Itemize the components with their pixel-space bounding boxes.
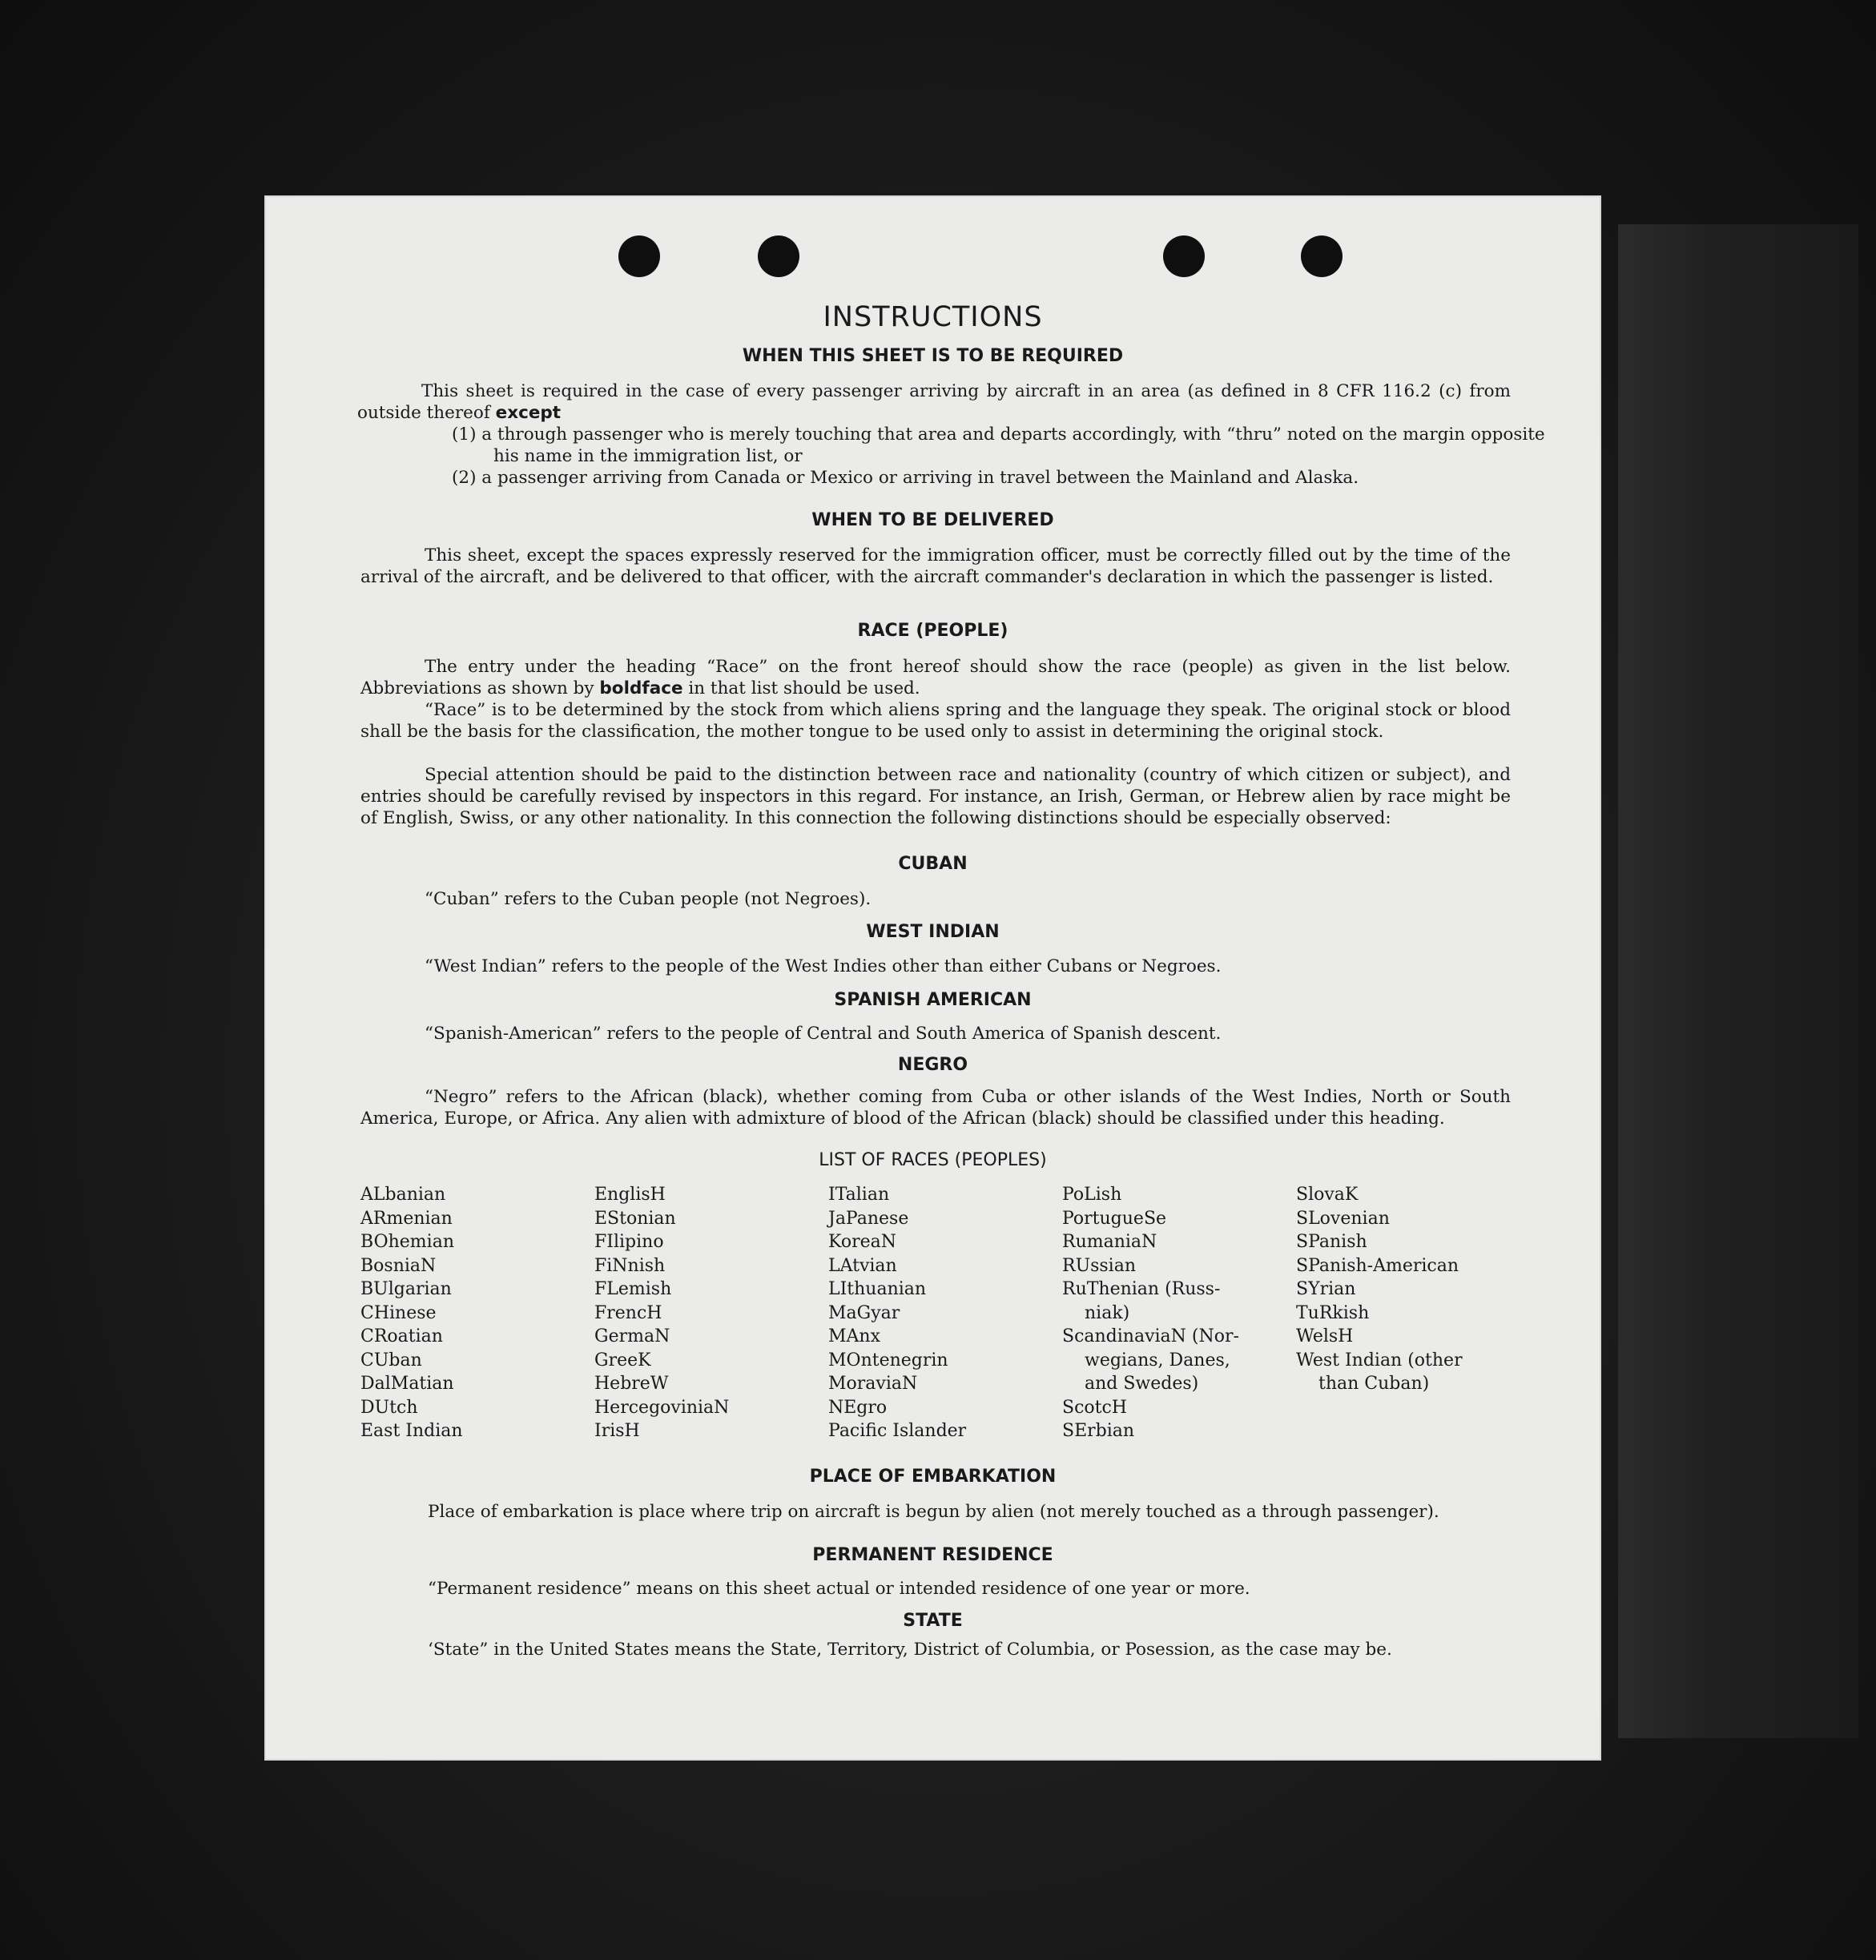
race-paragraph-2: “Race” is to be determined by the stock from which aliens spring and the language they speak. The original stock or blood shall be the basis for the classification, the mother tongue to be used only to assist in determining the original stock.	[360, 700, 1511, 742]
race-item: WelsH	[1296, 1326, 1354, 1346]
race-item: wegians, Danes,	[1085, 1350, 1230, 1370]
race-item: than Cuban)	[1318, 1374, 1430, 1394]
race-item: CUban	[360, 1350, 422, 1370]
race-item: NEgro	[828, 1397, 888, 1418]
race-item: ARmenian	[360, 1208, 453, 1229]
punch-hole	[618, 235, 660, 277]
spanish-american-text: “Spanish-American” refers to the people of Central and South America of Spanish descent.	[425, 1024, 1222, 1044]
race-item: and Swedes)	[1085, 1374, 1199, 1394]
race-item: PortugueSe	[1062, 1208, 1167, 1229]
race-item: FIlipino	[594, 1232, 664, 1252]
races-column-1	[360, 1183, 594, 1441]
race-item: HercegoviniaN	[594, 1397, 730, 1418]
race-item: ITalian	[828, 1185, 890, 1205]
race-p1-text: The entry under the heading “Race” on the front hereof should show the race (people) as given in the list below. Abbreviations as shown by	[360, 657, 1511, 698]
race-item: MoraviaN	[828, 1374, 918, 1394]
race-item: GreeK	[594, 1350, 651, 1370]
negro-text: “Negro” refers to the African (black), whether coming from Cuba or other islands of the West Indies, North or South America, Europe, or Africa. Any alien with admixture of blood of the African (black) should be classified under this heading.	[360, 1087, 1511, 1129]
race-item: HebreW	[594, 1374, 669, 1394]
race-item: ScotcH	[1062, 1397, 1127, 1418]
delivered-text: This sheet, except the spaces expressly reserved for the immigration officer, must be correctly filled out by the time of the arrival of the aircraft, and be delivered to that officer, with the aircraft commander's declaration in which the passenger is listed.	[360, 545, 1511, 587]
heading-race: RACE (PEOPLE)	[857, 621, 1008, 641]
heading-residence: PERMANENT RESIDENCE	[812, 1545, 1053, 1565]
race-item: FrencH	[594, 1302, 662, 1323]
race-item: MAnx	[828, 1326, 880, 1346]
heading-cuban: CUBAN	[898, 854, 968, 874]
race-item: niak)	[1085, 1302, 1130, 1323]
race-item: KoreaN	[828, 1232, 896, 1252]
race-item: DUtch	[360, 1397, 418, 1418]
race-item: SlovaK	[1296, 1185, 1359, 1205]
heading-embarkation: PLACE OF EMBARKATION	[809, 1467, 1057, 1487]
race-item: SErbian	[1062, 1421, 1135, 1441]
required-except: except	[495, 403, 562, 423]
punch-hole	[1301, 235, 1343, 277]
state-text: ‘State” in the United States means the State, Territory, District of Columbia, or Posession, as the case may be.	[428, 1640, 1392, 1660]
required-item-2: (2) a passenger arriving from Canada or Mexico or arriving in travel between the Mainland and Alaska.	[452, 468, 1359, 488]
races-list	[360, 1183, 1538, 1441]
embarkation-text: Place of embarkation is place where trip on aircraft is begun by alien (not merely touched as a through passenger).	[428, 1502, 1439, 1522]
cuban-text: “Cuban” refers to the Cuban people (not Negroes).	[425, 889, 872, 909]
instruction-sheet	[266, 197, 1600, 1759]
heading-list-of-races: LIST OF RACES (PEOPLES)	[819, 1150, 1047, 1170]
heading-required: WHEN THIS SHEET IS TO BE REQUIRED	[742, 346, 1124, 366]
race-item: EnglisH	[594, 1185, 666, 1205]
race-item: IrisH	[594, 1421, 640, 1441]
residence-text: “Permanent residence” means on this sheet actual or intended residence of one year or more.	[428, 1579, 1250, 1599]
race-item: GermaN	[594, 1326, 670, 1346]
punch-hole	[758, 235, 799, 277]
punch-hole	[1163, 235, 1205, 277]
race-item: PoLish	[1062, 1185, 1122, 1205]
race-item: RumaniaN	[1062, 1232, 1157, 1252]
race-paragraph-3: Special attention should be paid to the distinction between race and nationality (country of which citizen or subject), and entries should be carefully revised by inspectors in this regard. For instance, an Irish, German, or Hebrew alien by race might be of English, Swiss, or any other nationality. In this connection the following distinctions should be especially observed:	[360, 765, 1511, 828]
required-intro-text: This sheet is required in the case of every passenger arriving by aircraft in an area (as defined in 8 CFR 116.2 (c) from outside thereof	[357, 381, 1511, 423]
race-item: BosniaN	[360, 1255, 437, 1276]
race-item: FLemish	[594, 1279, 672, 1299]
race-item: ScandinaviaN (Nor-	[1062, 1326, 1239, 1346]
required-item-1: (1) a through passenger who is merely touching that area and departs accordingly, with “thru” noted on the margin opposite his name in the immigration list, or	[452, 425, 1545, 466]
heading-spanish-american: SPANISH AMERICAN	[834, 990, 1032, 1010]
race-item: ALbanian	[360, 1185, 446, 1205]
race-item: MaGyar	[828, 1302, 900, 1323]
heading-delivered: WHEN TO BE DELIVERED	[811, 510, 1054, 530]
race-item: SLovenian	[1296, 1208, 1390, 1229]
race-item: DalMatian	[360, 1374, 454, 1394]
scan-edge-strip	[1618, 224, 1858, 1738]
race-item: LIthuanian	[828, 1279, 927, 1299]
page-title: INSTRUCTIONS	[823, 301, 1043, 333]
races-column-3	[828, 1183, 1062, 1441]
race-item: SPanish	[1296, 1232, 1367, 1252]
races-column-2	[594, 1183, 828, 1441]
heading-negro: NEGRO	[897, 1055, 968, 1075]
race-item: JaPanese	[828, 1208, 909, 1229]
race-item: RUssian	[1062, 1255, 1137, 1276]
heading-west-indian: WEST INDIAN	[866, 922, 1000, 942]
race-item: TuRkish	[1296, 1302, 1370, 1323]
race-item: SYrian	[1296, 1279, 1356, 1299]
race-item: West Indian (other	[1296, 1350, 1463, 1370]
race-item: LAtvian	[828, 1255, 897, 1276]
race-item: EStonian	[594, 1208, 676, 1229]
races-column-4	[1062, 1183, 1296, 1441]
race-paragraph-1	[360, 656, 1511, 699]
required-intro	[357, 380, 1511, 424]
heading-state: STATE	[903, 1611, 963, 1631]
race-item: CRoatian	[360, 1326, 443, 1346]
race-item: Pacific Islander	[828, 1421, 967, 1441]
race-p1-bold: boldface	[599, 678, 683, 698]
race-item: East Indian	[360, 1421, 463, 1441]
race-item: FiNnish	[594, 1255, 666, 1276]
races-column-5	[1296, 1183, 1530, 1431]
race-p1-tail: in that list should be used.	[688, 678, 920, 698]
race-item: BUlgarian	[360, 1279, 452, 1299]
race-item: BOhemian	[360, 1232, 454, 1252]
race-item: CHinese	[360, 1302, 437, 1323]
west-indian-text: “West Indian” refers to the people of the West Indies other than either Cubans or Negroes.	[425, 956, 1222, 976]
race-item: MOntenegrin	[828, 1350, 948, 1370]
race-item: SPanish-American	[1296, 1255, 1459, 1276]
race-item: RuThenian (Russ-	[1062, 1279, 1221, 1299]
